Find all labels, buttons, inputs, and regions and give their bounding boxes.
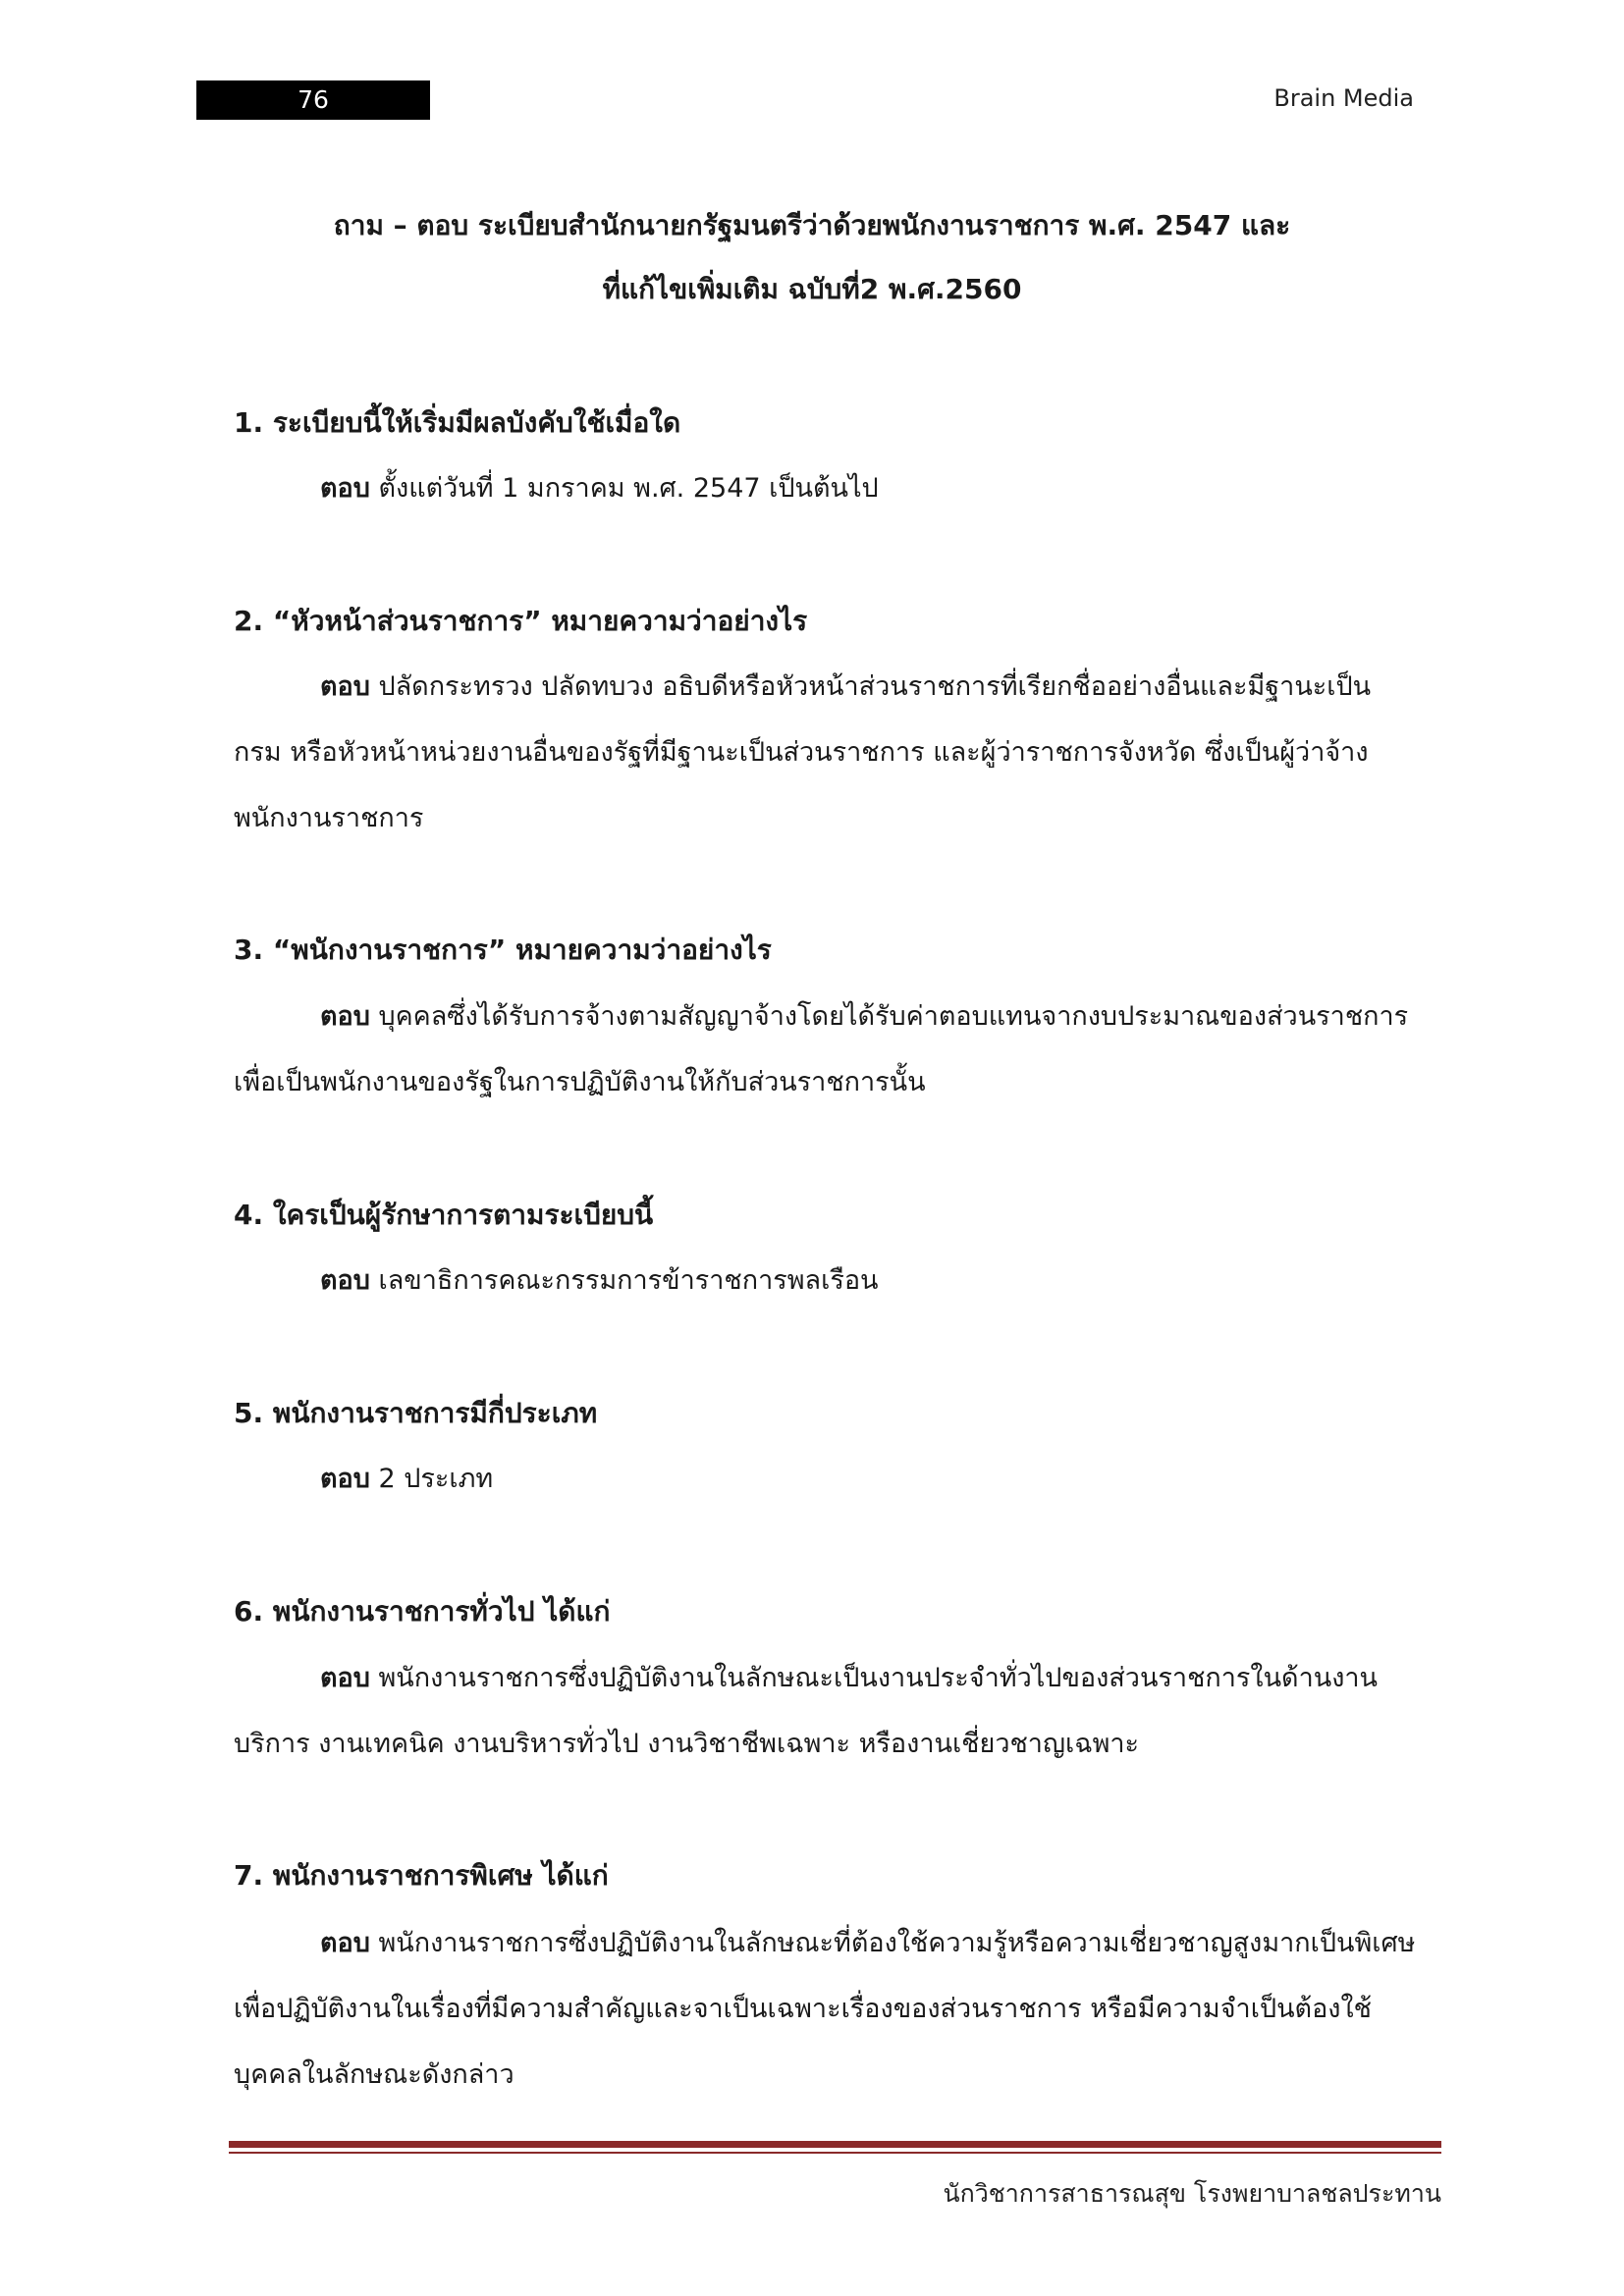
answer-2-line-3: พนักงานราชการ [234, 803, 424, 833]
answer-3-line-1 [320, 997, 1408, 1037]
answer-4-line-1 [320, 1261, 879, 1301]
answer-label: ตอบ [320, 671, 370, 702]
answer-label: ตอบ [320, 1928, 370, 1958]
answer-label: ตอบ [320, 1464, 370, 1494]
answer-7-text: พนักงานราชการซึ่งปฏิบัติงานในลักษณะที่ต้องใช้ความรู้หรือความเชี่ยวชาญสูงมากเป็นพิเศษ [378, 1928, 1416, 1958]
answer-1-line-1 [320, 469, 879, 508]
publisher-name: Brain Media [1273, 84, 1414, 112]
answer-label: ตอบ [320, 1001, 370, 1032]
answer-2-text: ปลัดกระทรวง ปลัดทบวง อธิบดีหรือหัวหน้าส่วนราชการที่เรียกชื่ออย่างอื่นและมีฐานะเป็น [378, 671, 1372, 702]
answer-1-text: ตั้งแต่วันที่ 1 มกราคม พ.ศ. 2547 เป็นต้นไป [378, 473, 879, 504]
answer-4-text: เลขาธิการคณะกรรมการข้าราชการพลเรือน [378, 1265, 879, 1296]
footer-author-line: นักวิชาการสาธารณสุข โรงพยาบาลชลประทาน [943, 2179, 1441, 2208]
answer-6-line-2: บริการ งานเทคนิค งานบริหารทั่วไป งานวิชาชีพเฉพาะ หรืองานเชี่ยวชาญเฉพาะ [234, 1729, 1140, 1759]
answer-7-line-3: บุคคลในลักษณะดังกล่าว [234, 2059, 514, 2090]
answer-6-line-1 [320, 1659, 1378, 1698]
question-2: 2. “หัวหน้าส่วนราชการ” หมายความว่าอย่างไร [234, 605, 808, 637]
footer-divider-thin [229, 2152, 1441, 2154]
page-number: 76 [196, 80, 430, 120]
question-6: 6. พนักงานราชการทั่วไป ได้แก่ [234, 1595, 611, 1628]
answer-5-line-1 [320, 1460, 493, 1499]
answer-7-line-1 [320, 1924, 1415, 1963]
question-5: 5. พนักงานราชการมีกี่ประเภท [234, 1397, 598, 1429]
answer-label: ตอบ [320, 473, 370, 504]
document-title-line-1: ถาม – ตอบ ระเบียบสำนักนายกรัฐมนตรีว่าด้วยพนักงานราชการ พ.ศ. 2547 และ [333, 209, 1291, 241]
footer-divider [229, 2141, 1441, 2148]
answer-2-line-2: กรม หรือหัวหน้าหน่วยงานอื่นของรัฐที่มีฐานะเป็นส่วนราชการ และผู้ว่าราชการจังหวัด ซึ่งเป็นผู้ว่าจ้าง [234, 737, 1369, 768]
answer-2-line-1 [320, 667, 1371, 707]
document-title-line-2: ที่แก้ไขเพิ่มเติม ฉบับที่2 พ.ศ.2560 [602, 273, 1022, 305]
answer-7-line-2: เพื่อปฏิบัติงานในเรื่องที่มีความสำคัญและจาเป็นเฉพาะเรื่องของส่วนราชการ หรือมีความจำเป็นต้องใช้ [234, 1994, 1372, 2024]
question-4: 4. ใครเป็นผู้รักษาการตามระเบียบนี้ [234, 1199, 654, 1231]
answer-label: ตอบ [320, 1663, 370, 1693]
answer-label: ตอบ [320, 1265, 370, 1296]
answer-5-text: 2 ประเภท [378, 1464, 494, 1494]
answer-3-text: บุคคลซึ่งได้รับการจ้างตามสัญญาจ้างโดยได้รับค่าตอบแทนจากงบประมาณของส่วนราชการ [378, 1001, 1409, 1032]
answer-6-text: พนักงานราชการซึ่งปฏิบัติงานในลักษณะเป็นงานประจำทั่วไปของส่วนราชการในด้านงาน [378, 1663, 1378, 1693]
question-3: 3. “พนักงานราชการ” หมายความว่าอย่างไร [234, 934, 772, 966]
question-7: 7. พนักงานราชการพิเศษ ได้แก่ [234, 1859, 609, 1892]
question-1: 1. ระเบียบนี้ให้เริ่มมีผลบังคับใช้เมื่อใด [234, 406, 681, 439]
answer-3-line-2: เพื่อเป็นพนักงานของรัฐในการปฏิบัติงานให้กับส่วนราชการนั้น [234, 1067, 926, 1097]
